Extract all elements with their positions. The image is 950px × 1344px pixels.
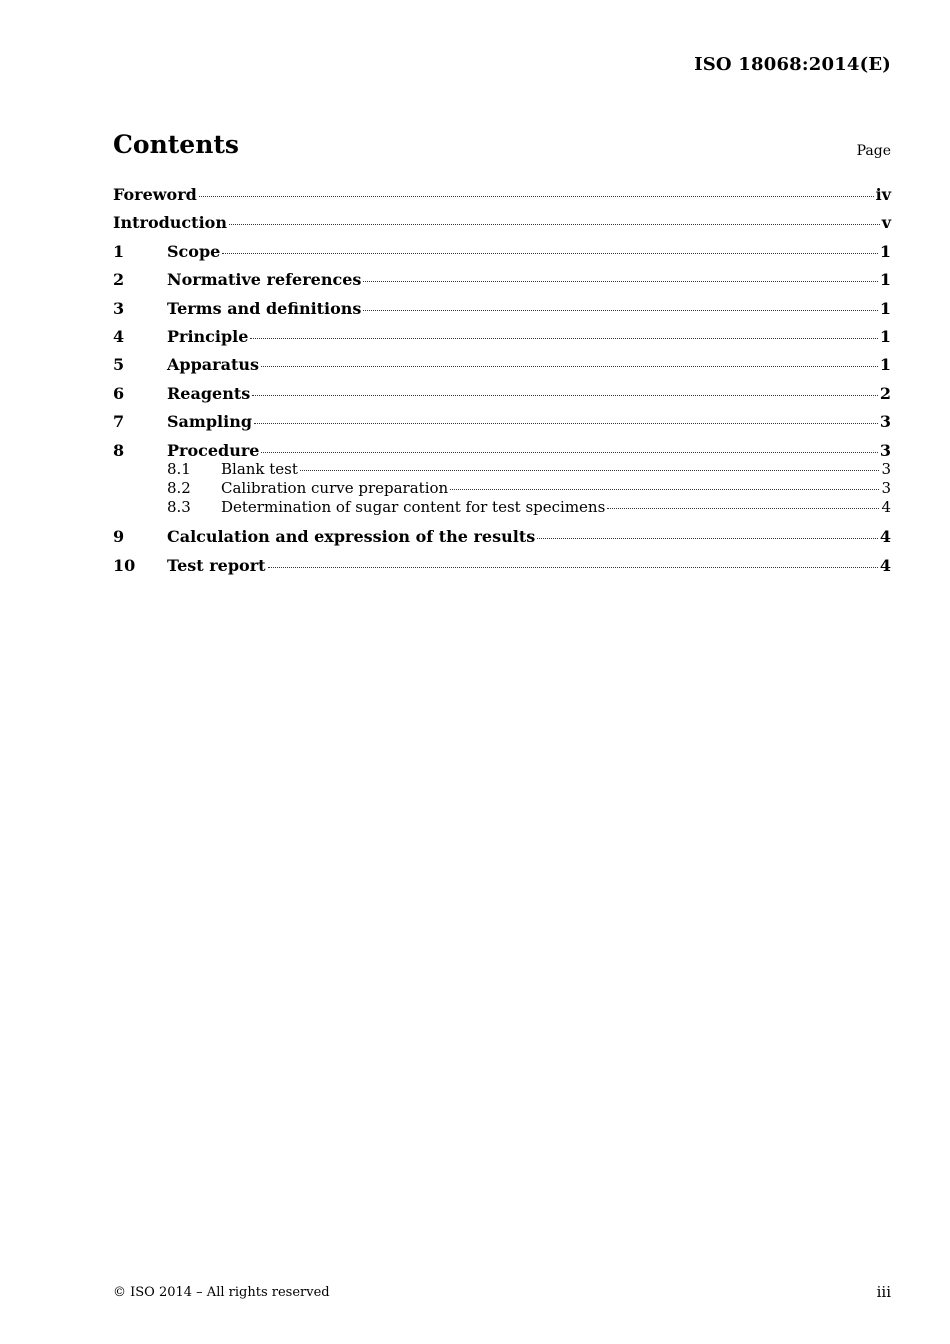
- toc-entry-label: Foreword: [113, 185, 197, 204]
- dot-leader: [261, 452, 877, 453]
- toc-entry-label: Blank test: [221, 459, 298, 478]
- toc-entry-page: 1: [879, 298, 891, 318]
- toc-entry-number: 10: [113, 555, 136, 575]
- toc-entry-page: 3: [881, 479, 891, 498]
- table-of-contents: [113, 185, 891, 584]
- toc-entry-scope[interactable]: [113, 242, 891, 270]
- dot-leader: [363, 310, 877, 311]
- toc-entry-reagents[interactable]: [113, 384, 891, 412]
- toc-entry-page: 1: [879, 270, 891, 290]
- toc-entry-label: Reagents: [167, 383, 251, 403]
- dot-leader: [537, 538, 878, 539]
- toc-entry-foreword[interactable]: [113, 185, 891, 213]
- toc-entry-page: 3: [879, 440, 891, 460]
- toc-entry-label: Terms and definitions: [167, 298, 362, 318]
- dot-leader: [199, 196, 874, 197]
- copyright-notice: © ISO 2014 – All rights reserved: [113, 1285, 330, 1300]
- toc-entry-number: 8: [113, 440, 125, 460]
- toc-entry-number: 8.1: [167, 459, 191, 478]
- toc-entry-number: 8.3: [167, 498, 191, 517]
- toc-entry-number: 2: [113, 270, 125, 290]
- toc-entry-page: 4: [879, 555, 891, 575]
- toc-entry-page: v: [881, 213, 891, 233]
- toc-entry-page: 2: [879, 383, 891, 403]
- toc-subentry-blank-test[interactable]: [113, 460, 891, 479]
- toc-entry-introduction[interactable]: [113, 213, 891, 241]
- toc-subentry-calibration-curve-preparation[interactable]: [113, 479, 891, 498]
- toc-entry-number: 6: [113, 383, 125, 403]
- toc-entry-number: 9: [113, 527, 125, 547]
- toc-entry-label: Test report: [167, 555, 266, 575]
- toc-entry-page: 1: [879, 241, 891, 261]
- toc-entry-number: 4: [113, 326, 125, 346]
- toc-entry-number: 3: [113, 298, 125, 318]
- toc-entry-terms-and-definitions[interactable]: [113, 299, 891, 327]
- toc-entry-number: 8.2: [167, 479, 191, 498]
- toc-entry-page: iv: [875, 185, 891, 204]
- toc-entry-sampling[interactable]: [113, 412, 891, 440]
- toc-entry-principle[interactable]: [113, 327, 891, 355]
- dot-leader: [250, 338, 877, 339]
- toc-entry-label: Apparatus: [167, 355, 259, 375]
- toc-entry-label: Determination of sugar content for test specimens: [221, 498, 606, 517]
- toc-entry-label: Normative references: [167, 270, 362, 290]
- toc-entry-page: 4: [879, 527, 891, 547]
- toc-entry-label: Sampling: [167, 412, 253, 432]
- dot-leader: [222, 253, 878, 254]
- page-number: iii: [876, 1283, 891, 1301]
- dot-leader: [363, 281, 877, 282]
- toc-entry-label: Scope: [167, 241, 221, 261]
- dot-leader: [300, 470, 880, 471]
- toc-entry-apparatus[interactable]: [113, 355, 891, 383]
- toc-entry-page: 3: [879, 412, 891, 432]
- toc-entry-label: Procedure: [167, 440, 260, 460]
- dot-leader: [268, 567, 878, 568]
- dot-leader: [607, 508, 879, 509]
- dot-leader: [261, 366, 878, 367]
- toc-entry-number: 7: [113, 412, 125, 432]
- toc-subentry-determination-of-sugar-content[interactable]: [113, 498, 891, 517]
- toc-entry-page: 3: [881, 459, 891, 478]
- toc-entry-label: Calibration curve preparation: [221, 479, 449, 498]
- dot-leader: [252, 395, 878, 396]
- page-column-label: Page: [856, 143, 891, 159]
- toc-entry-page: 4: [881, 498, 891, 517]
- toc-entry-number: 5: [113, 355, 125, 375]
- toc-entry-label: Introduction: [113, 213, 227, 233]
- toc-entry-label: Calculation and expression of the results: [167, 527, 536, 547]
- document-id: ISO 18068:2014(E): [694, 54, 891, 75]
- toc-entry-normative-references[interactable]: [113, 270, 891, 298]
- dot-leader: [450, 489, 879, 490]
- dot-leader: [254, 423, 878, 424]
- toc-entry-label: Principle: [167, 326, 249, 346]
- toc-entry-page: 1: [879, 355, 891, 375]
- toc-entry-number: 1: [113, 241, 125, 261]
- dot-leader: [229, 224, 880, 225]
- page-title: Contents: [113, 130, 240, 159]
- toc-entry-test-report[interactable]: [113, 556, 891, 584]
- toc-entry-calculation-and-expression[interactable]: [113, 527, 891, 555]
- toc-entry-page: 1: [879, 326, 891, 346]
